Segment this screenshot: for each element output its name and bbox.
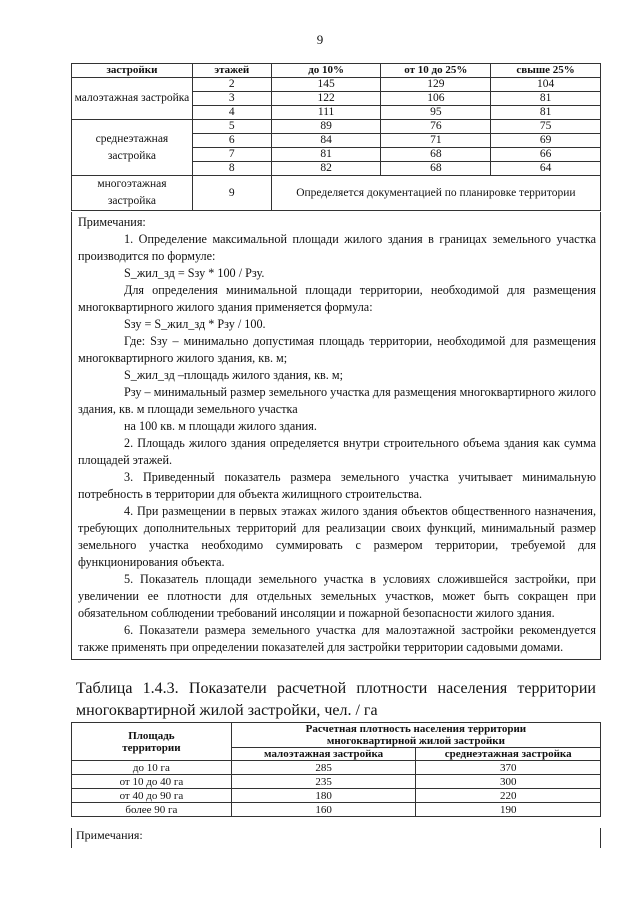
table1-header-cell: от 10 до 25% <box>381 64 491 78</box>
table-cell: до 10 га <box>72 761 232 775</box>
land-plot-table <box>71 63 601 211</box>
table-cell: 180 <box>231 789 416 803</box>
table-cell: 69 <box>491 134 601 148</box>
table2-header-row <box>72 723 601 748</box>
table-cell: 4 <box>192 106 271 120</box>
table-cell: 7 <box>192 148 271 162</box>
formula: Sзу = S_жил_зд * Рзу / 100. <box>124 317 266 331</box>
table-cell: 76 <box>381 120 491 134</box>
table2-notes-title: Примечания: <box>71 828 601 848</box>
table-cell: 300 <box>416 775 601 789</box>
table-cell: 111 <box>271 106 381 120</box>
population-density-table <box>71 722 601 817</box>
table1-header-cell: до 10% <box>271 64 381 78</box>
table-cell: 190 <box>416 803 601 817</box>
note-paragraph: 4. При размещении в первых этажах жилого здания объектов общественного назначения, требующих дополнительных территорий для реализации своих функций, минимальный размер земельного участка необходимо суммировать с размером территории, требуемой для функционирования объекта. <box>78 504 596 569</box>
table-cell: более 90 га <box>72 803 232 817</box>
table-cell: 81 <box>491 106 601 120</box>
table-cell: 122 <box>271 92 381 106</box>
table1-header-cell: свыше 25% <box>491 64 601 78</box>
table1-notes <box>71 212 601 660</box>
table-cell: 285 <box>231 761 416 775</box>
note-paragraph: Для определения минимальной площади территории, необходимой для размещения многоквартирного жилого здания применяется формула: <box>78 283 596 314</box>
table-caption: Таблица 1.4.3. Показатели расчетной плотности населения территории многоквартирной жилой застройки, чел. / га <box>76 680 596 719</box>
table-cell: 68 <box>381 162 491 176</box>
category-high-rise: многоэтажная застройка <box>72 176 193 211</box>
table-cell: 89 <box>271 120 381 134</box>
page-number: 9 <box>316 32 324 47</box>
table-cell: 81 <box>271 148 381 162</box>
note-paragraph: 2. Площадь жилого здания определяется внутри строительного объема здания как сумма площадей этажей. <box>78 436 596 467</box>
note-paragraph: Рзу – минимальный размер земельного участка для размещения многоквартирного жилого здания, кв. м площади земельного участка <box>78 385 596 416</box>
table-cell: 68 <box>381 148 491 162</box>
table-cell: 64 <box>491 162 601 176</box>
table-cell: 6 <box>192 134 271 148</box>
table-cell: 75 <box>491 120 601 134</box>
table-cell: от 40 до 90 га <box>72 789 232 803</box>
table-cell: 106 <box>381 92 491 106</box>
table1-header-cell: застройки <box>72 64 193 78</box>
table-cell: 2 <box>192 78 271 92</box>
header-area: Площадь территории <box>72 723 232 761</box>
formula: S_жил_зд = Sзу * 100 / Рзу. <box>124 266 265 280</box>
table-row <box>72 120 601 134</box>
table-row <box>72 775 601 789</box>
table-cell: 220 <box>416 789 601 803</box>
note-paragraph: 3. Приведенный показатель размера земельного участка учитывает минимальную потребность в территории для объекта жилищного строительства. <box>78 470 596 501</box>
note-paragraph: S_жил_зд –площадь жилого здания, кв. м; <box>124 368 343 382</box>
table-cell: 104 <box>491 78 601 92</box>
note-paragraph: 6. Показатели размера земельного участка для малоэтажной застройки рекомендуется также применять при определении показателей для застройки территории садовыми домами. <box>78 623 596 654</box>
table-cell: 145 <box>271 78 381 92</box>
table-cell: 82 <box>271 162 381 176</box>
table-cell: 95 <box>381 106 491 120</box>
note-paragraph: Где: Sзу – минимально допустимая площадь территории, необходимой для размещения многоквартирного жилого здания, кв. м; <box>78 334 596 365</box>
table-cell: 235 <box>231 775 416 789</box>
note-paragraph: 1. Определение максимальной площади жилого здания в границах земельного участка производится по формуле: <box>78 232 596 263</box>
table-cell: 8 <box>192 162 271 176</box>
table-row <box>72 803 601 817</box>
table-cell: 9 <box>192 176 271 211</box>
table-row <box>72 78 601 92</box>
planning-documentation-cell: Определяется документацией по планировке территории <box>271 176 600 211</box>
table1-header-row <box>72 64 601 78</box>
subheader-low-rise: малоэтажная застройка <box>231 748 416 761</box>
note-paragraph: 5. Показатель площади земельного участка в условиях сложившейся застройки, при увеличении ее плотности для отдельных земельных участков, может быть сокращен при обязательном соблюдении требований инсоляции и пожарной безопасности жилого здания. <box>78 572 596 620</box>
note-paragraph: на 100 кв. м площади жилого здания. <box>124 419 317 433</box>
table-cell: 81 <box>491 92 601 106</box>
table-cell: 370 <box>416 761 601 775</box>
table-cell: 160 <box>231 803 416 817</box>
table-cell: 3 <box>192 92 271 106</box>
table-cell: 84 <box>271 134 381 148</box>
table-row <box>72 176 601 211</box>
table-row <box>72 789 601 803</box>
table-cell: 71 <box>381 134 491 148</box>
subheader-mid-rise: среднеэтажная застройка <box>416 748 601 761</box>
table-cell: от 10 до 40 га <box>72 775 232 789</box>
notes-title: Примечания: <box>78 215 146 229</box>
table-cell: 66 <box>491 148 601 162</box>
table1-header-cell: этажей <box>192 64 271 78</box>
table-cell: 5 <box>192 120 271 134</box>
table-cell: 129 <box>381 78 491 92</box>
category-mid-rise: среднеэтажная застройка <box>72 120 193 176</box>
category-low-rise: малоэтажная застройка <box>72 78 193 120</box>
table-row <box>72 761 601 775</box>
header-density: Расчетная плотность населения территории многоквартирной жилой застройки <box>231 723 600 748</box>
